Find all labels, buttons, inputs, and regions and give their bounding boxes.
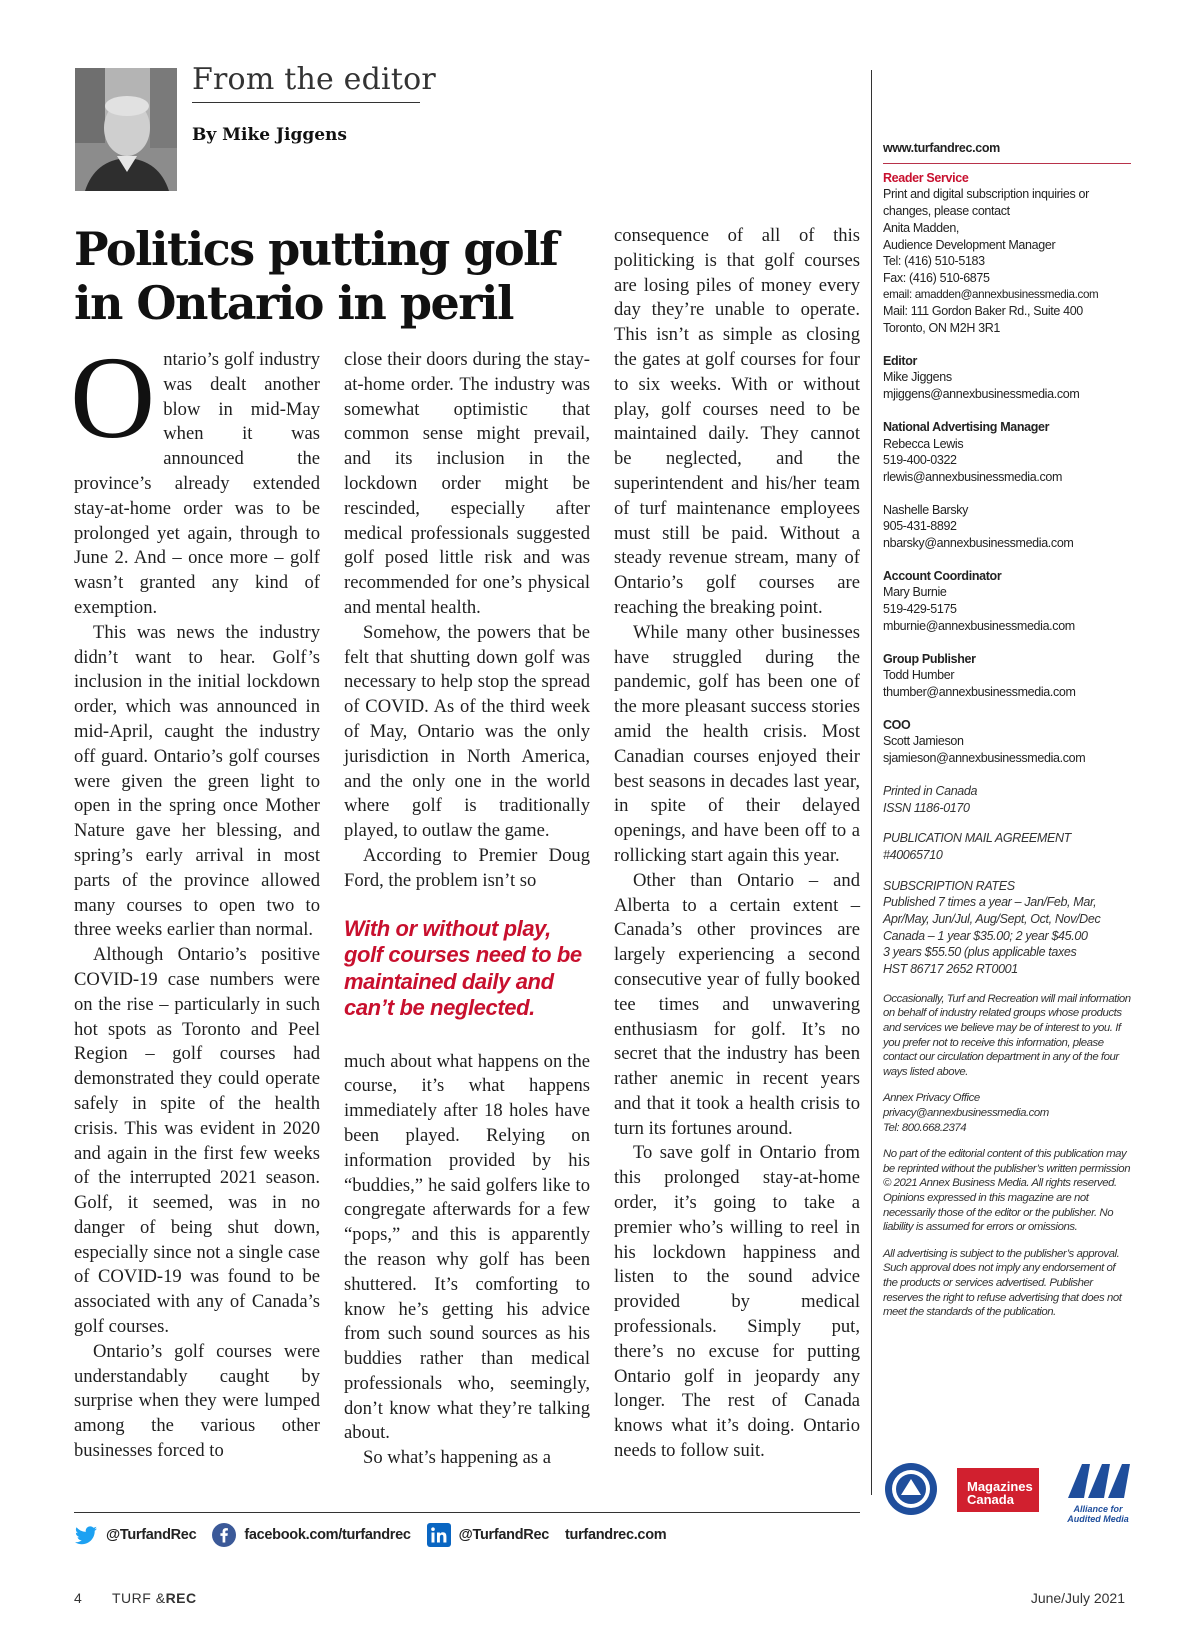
linkedin-link[interactable]: [427, 1523, 549, 1547]
column-divider: [871, 70, 872, 1495]
subscription-heading: SUBSCRIPTION RATES: [883, 878, 1015, 893]
twitter-link[interactable]: [74, 1523, 196, 1547]
contact-phone: 905-431-8892: [883, 519, 957, 534]
logo-text: Magazines: [967, 1479, 1033, 1494]
editor-photo: [75, 68, 177, 191]
footer-rule: [74, 1512, 860, 1513]
masthead-sidebar: [883, 140, 1131, 1332]
article-headline: Politics putting golf in Ontario in peril: [74, 222, 558, 330]
paragraph: So what’s happening as a: [363, 1447, 551, 1469]
contact-name: Scott Jamieson: [883, 734, 964, 749]
sidebar-rule: [883, 163, 1131, 164]
paragraph: According to Premier Doug Ford, the problem isn’t so: [344, 844, 590, 891]
aam-logo: [1062, 1462, 1134, 1522]
paragraph: much about what happens on the course, it’s what happens immediately after 18 holes have been played. Relying on information provided by his “buddies,” he said golfers like to congregate afterwards for a few “pops,” and this is apparently the reason why golf has been shuttered. It’s comforting to know he’s getting his advice from such sound sources as his buddies rather than medical professionals who, seemingly, don’t know what they’re talking about.: [344, 1050, 590, 1444]
publication-name: [112, 1590, 197, 1606]
contact-account-coordinator: [883, 568, 1131, 635]
contact-email[interactable]: mburnie@annexbusinessmedia.com: [883, 618, 1075, 633]
issn-line: ISSN 1186-0170: [883, 800, 970, 815]
reader-service-line: Mail: 111 Gordon Baker Rd., Suite 400: [883, 304, 1083, 319]
article-column-1: [70, 332, 320, 1464]
logo-text: Alliance for: [1073, 1504, 1123, 1514]
contact-coo: [883, 717, 1131, 767]
contact-email[interactable]: sjamieson@annexbusinessmedia.com: [883, 751, 1086, 766]
publication-name-bold: REC: [165, 1590, 197, 1606]
advertising-notice: All advertising is subject to the publisher’s approval. Such approval does not imply any endorsement of the products or services advertised. Publisher reserves the right to refuse advertising that does not meet the standards of the publication.: [883, 1247, 1122, 1319]
drop-cap: O: [70, 332, 156, 463]
reader-service-heading: Reader Service: [883, 170, 969, 185]
paragraph: While many other businesses have struggled during the pandemic, golf has been one of the more pleasant success stories amid the health crisis. Most Canadian courses enjoyed their best seasons in decades last year, in spite of their delayed openings, and have been off to a rollicking start again this year.: [614, 621, 860, 866]
subscription-line: Published 7 times a year – Jan/Feb, Mar, Apr/May, Jun/Jul, Aug/Sept, Oct, Nov/Dec: [883, 895, 1101, 927]
logo-text: Canada: [967, 1492, 1014, 1507]
linkedin-icon: [427, 1523, 451, 1547]
reader-service-line: Audience Development Manager: [883, 237, 1056, 252]
paragraph: Somehow, the powers that be felt that shutting down golf was necessary to help stop the spread of COVID. As of the third week of May, Ontario was the only jurisdiction in North America, and the only one in the world where golf is traditionally played, to outlaw the game.: [344, 621, 590, 842]
privacy-heading: Annex Privacy Office: [883, 1092, 980, 1105]
contact-heading: National Advertising Manager: [883, 419, 1050, 434]
reader-service-line: Toronto, ON M2H 3R1: [883, 321, 1001, 336]
seal-logo: [884, 1462, 938, 1516]
contact-name: Mary Burnie: [883, 585, 947, 600]
website-footer-link[interactable]: [565, 1527, 666, 1543]
publication-mail-number: #40065710: [883, 847, 943, 862]
logo-text: Audited Media: [1067, 1514, 1129, 1524]
paragraph: To save golf in Ontario from this prolonged stay-at-home order, it’s going to take a premier who’s willing to reel in his lockdown happiness and listen to the sound advice provided by medical professionals. Simply put, there’s no excuse for putting Ontario golf in jeopardy any longer. The rest of Canada knows what it’s doing. Ontario needs to follow suit.: [614, 1142, 860, 1462]
twitter-handle: @TurfandRec: [106, 1527, 197, 1543]
contact-advertising-manager: [883, 419, 1131, 486]
publication-mail: [883, 830, 1131, 863]
contact-heading: Account Coordinator: [883, 568, 1002, 583]
paragraph-text: ntario’s golf industry was dealt another blow in mid-May when it was announced the province’s already extended stay-at-home order was to be prolonged yet again, through to June 2. And – once more – golf wasn’t granted any kind of exemption.: [74, 349, 320, 618]
contact-name: Rebecca Lewis: [883, 436, 964, 451]
contact-name: Todd Humber: [883, 668, 955, 683]
contact-heading: COO: [883, 717, 911, 732]
mailing-notice: Occasionally, Turf and Recreation will mail information on behalf of industry related groups whose products and services we believe may be of interest to you. If you prefer not to receive this information, please contact our circulation department in any of the four ways listed above.: [883, 992, 1131, 1078]
copyright-notice: No part of the editorial content of this publication may be reprinted without the publisher’s written permission © 2021 Annex Business Media. All rights reserved. Opinions expressed in this magazine are not necessarily those of the editor or the publisher. No liability is assumed for errors or omissions.: [883, 1148, 1131, 1234]
contact-phone: 519-400-0322: [883, 453, 957, 468]
contact-heading: Editor: [883, 353, 918, 368]
reader-service-email[interactable]: email: amadden@annexbusinessmedia.com: [883, 287, 1099, 301]
kicker-rule: [192, 102, 420, 103]
subscription-line: Canada – 1 year $35.00; 2 year $45.00: [883, 928, 1088, 943]
subscription-rates: [883, 878, 1131, 978]
twitter-icon: [74, 1523, 98, 1547]
linkedin-handle: @TurfandRec: [458, 1527, 549, 1543]
contact-email[interactable]: mjiggens@annexbusinessmedia.com: [883, 387, 1080, 402]
contact-advertising-2: [883, 502, 1131, 552]
pull-quote: With or without play, golf courses need to be maintained daily and can’t be neglected.: [344, 915, 582, 1021]
reader-service-line: Tel: (416) 510-5183: [883, 254, 985, 269]
reader-service-line: Print and digital subscription inquiries or changes, please contact: [883, 187, 1089, 219]
article-column-3: [614, 224, 860, 1464]
contact-name: Mike Jiggens: [883, 370, 952, 385]
publication-mail-heading: PUBLICATION MAIL AGREEMENT: [883, 831, 1071, 846]
contact-email[interactable]: rlewis@annexbusinessmedia.com: [883, 469, 1063, 484]
contact-email[interactable]: thumber@annexbusinessmedia.com: [883, 684, 1076, 699]
paragraph: close their doors during the stay-at-home order. The industry was somewhat optimistic that common sense might prevail, and its inclusion in the lockdown order might be rescinded, especially after medical professionals suggested golf posed little risk and was recommended for one’s physical and mental health.: [344, 349, 590, 618]
paragraph: This was news the industry didn’t want to hear. Golf’s inclusion in the initial lockdown order, which was announced in mid-April, caught the industry off guard. Ontario’s golf courses were given the green light to open in the spring once Mother Nature gave her blessing, and spring’s early arrival in most parts of the province allowed many courses to open two to three weeks earlier than normal.: [74, 621, 320, 941]
paragraph: Although Ontario’s positive COVID-19 case numbers were on the rise – particularly in such hot spots as Toronto and Peel Region – golf courses had demonstrated they could operate safely in spite of the health crisis. This was evident in 2020 and again in the first few weeks of the interrupted 2021 season. Golf, it seemed, was in no danger of being shut down, especially since not a single case of COVID-19 was found to be associated with any of Canada’s golf courses.: [74, 944, 320, 1338]
reader-service-line: Fax: (416) 510-6875: [883, 270, 990, 285]
paragraph: [70, 332, 320, 621]
issue-date: June/July 2021: [1030, 1590, 1125, 1606]
social-bar: [74, 1520, 682, 1550]
paragraph: Other than Ontario – and Alberta to a certain extent – Canada’s other provinces are largely experiencing a second consecutive year of fully booked tee times and unwavering enthusiasm for golf. It’s no secret that the industry has been rather anemic in recent years and that it took a health crisis to turn its fortunes around.: [614, 869, 860, 1139]
contact-email[interactable]: nbarsky@annexbusinessmedia.com: [883, 536, 1074, 551]
facebook-link[interactable]: [212, 1523, 410, 1547]
subscription-line: HST 86717 2652 RT0001: [883, 962, 1018, 977]
editor-portrait-image: [75, 68, 177, 191]
printed-in: [883, 783, 1131, 816]
article-column-2: [344, 348, 590, 1471]
reader-service: [883, 170, 1131, 337]
paragraph: consequence of all of this politicking is that golf courses are losing piles of money every day they’re unable to operate. This isn’t as simple as closing the gates at golf courses for four to six weeks. With or without play, golf courses need to be maintained daily. They cannot be neglected, and the superintendent and his/her team of turf maintenance employees must still be paid. Without a steady revenue stream, many of Ontario’s golf courses are reaching the breaking point.: [614, 225, 860, 618]
section-kicker: From the editor: [192, 62, 436, 97]
website-link[interactable]: www.turfandrec.com: [883, 141, 1000, 155]
reader-service-line: Anita Madden,: [883, 220, 960, 235]
magazines-canada-logo: [957, 1468, 1039, 1512]
aam-logo-image: [1062, 1462, 1134, 1500]
page-number: 4: [74, 1590, 82, 1606]
contact-name: Nashelle Barsky: [883, 502, 969, 517]
byline: By Mike Jiggens: [192, 125, 347, 145]
seal-logo-image: [884, 1462, 938, 1516]
privacy-email[interactable]: privacy@annexbusinessmedia.com: [883, 1106, 1049, 1119]
privacy-office: [883, 1091, 1131, 1135]
printed-line: Printed in Canada: [883, 783, 978, 798]
facebook-url: facebook.com/turfandrec: [244, 1527, 411, 1543]
facebook-icon: [212, 1523, 236, 1547]
paragraph: Ontario’s golf courses were understandably caught by surprise when they were lumped among the various other businesses forced to: [74, 1340, 320, 1462]
privacy-phone: Tel: 800.668.2374: [883, 1121, 967, 1134]
subscription-line: 3 years $55.50 (plus applicable taxes: [883, 945, 1077, 960]
contact-phone: 519-429-5175: [883, 602, 957, 617]
contact-editor: [883, 353, 1131, 403]
contact-heading: Group Publisher: [883, 651, 976, 666]
contact-group-publisher: [883, 651, 1131, 701]
publication-name-part: TURF &: [112, 1590, 166, 1606]
website-url: turfandrec.com: [565, 1527, 667, 1543]
